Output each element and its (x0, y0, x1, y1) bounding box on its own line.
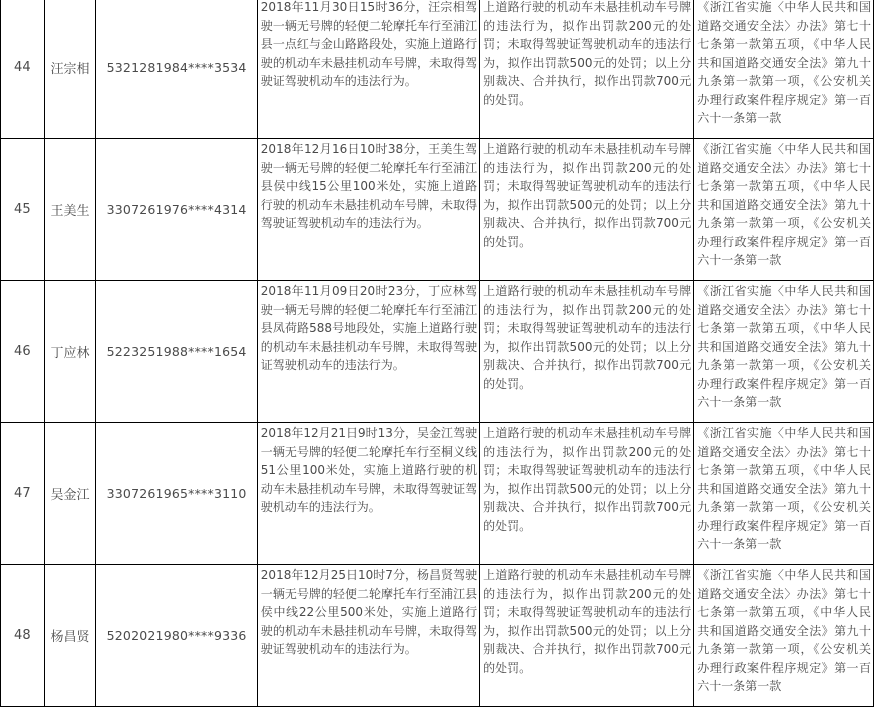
violation-fact: 2018年12月16日10时38分，王美生驾驶一辆无号牌的轻便二轮摩托车行至浦江县侯中线15公里100米处，实施上道路行驶的机动车未悬挂机动车号牌，未取得驾驶证驾驶机动车的违法行为。 (260, 142, 478, 230)
violation-fact-cell (257, 423, 479, 565)
table-row (1, 423, 874, 565)
penalty-decision-cell (480, 565, 694, 707)
penalty-decision: 上道路行驶的机动车未悬挂机动车号牌的违法行为，拟作出罚款200元的处罚；未取得驾驶证驾驶机动车的违法行为，拟作出罚款500元的处罚；以上分别裁决、合并执行，拟作出罚款700元的处罚。 (483, 0, 692, 107)
penalty-decision-cell (480, 281, 694, 423)
legal-basis: 《浙江省实施〈中华人民共和国道路交通安全法〉办法》第七十七条第一款第五项，《中华人民共和国道路交通安全法》第九十九条第一款第一项，《公安机关办理行政案件程序规定》第一百六十一条第一款 (697, 0, 871, 125)
violation-fact-cell (257, 281, 479, 423)
person-name: 丁应林 (44, 281, 96, 423)
person-name: 杨昌贤 (44, 565, 96, 707)
penalty-decision: 上道路行驶的机动车未悬挂机动车号牌的违法行为，拟作出罚款200元的处罚；未取得驾驶证驾驶机动车的违法行为，拟作出罚款500元的处罚；以上分别裁决、合并执行，拟作出罚款700元的处罚。 (483, 426, 692, 533)
legal-basis: 《浙江省实施〈中华人民共和国道路交通安全法〉办法》第七十七条第一款第五项，《中华人民共和国道路交通安全法》第九十九条第一款第一项，《公安机关办理行政案件程序规定》第一百六十一条第一款 (697, 568, 871, 693)
penalty-decision-cell (480, 0, 694, 139)
id-number: 3307261965****3110 (96, 423, 257, 565)
table-row (1, 565, 874, 707)
person-name: 王美生 (44, 139, 96, 281)
table-row (1, 281, 874, 423)
penalty-decision-cell (480, 423, 694, 565)
violation-fact-cell (257, 565, 479, 707)
id-number: 5321281984****3534 (96, 0, 257, 139)
row-number: 46 (1, 281, 45, 423)
row-number: 48 (1, 565, 45, 707)
violation-fact: 2018年12月21日9时13分，吴金江驾驶一辆无号牌的轻便二轮摩托车行至桐义线51公里100米处，实施上道路行驶的机动车未悬挂机动车号牌，未取得驾驶证驾驶机动车的违法行为。 (260, 426, 478, 514)
id-number: 3307261976****4314 (96, 139, 257, 281)
legal-basis: 《浙江省实施〈中华人民共和国道路交通安全法〉办法》第七十七条第一款第五项，《中华人民共和国道路交通安全法》第九十九条第一款第一项，《公安机关办理行政案件程序规定》第一百六十一条第一款 (697, 426, 871, 551)
row-number: 47 (1, 423, 45, 565)
violation-fact: 2018年11月09日20时23分，丁应林驾驶一辆无号牌的轻便二轮摩托车行至浦江县凤荷路588号地段处，实施上道路行驶的机动车未悬挂机动车号牌，未取得驾驶证驾驶机动车的违法行为。 (260, 284, 478, 372)
legal-basis-cell (694, 139, 874, 281)
id-number: 5223251988****1654 (96, 281, 257, 423)
violation-fact: 2018年12月25日10时7分，杨昌贤驾驶一辆无号牌的轻便二轮摩托车行至浦江县侯中线22公里500米处，实施上道路行驶的机动车未悬挂机动车号牌，未取得驾驶证驾驶机动车的违法行为。 (260, 568, 478, 656)
violation-fact: 2018年11月30日15时36分，汪宗相驾驶一辆无号牌的轻便二轮摩托车行至浦江县一点红与金山路路段处，实施上道路行驶的机动车未悬挂机动车号牌，未取得驾驶证驾驶机动车的违法行为。 (260, 0, 478, 88)
penalty-decision: 上道路行驶的机动车未悬挂机动车号牌的违法行为，拟作出罚款200元的处罚；未取得驾驶证驾驶机动车的违法行为，拟作出罚款500元的处罚；以上分别裁决、合并执行，拟作出罚款700元的处罚。 (483, 568, 692, 675)
legal-basis-cell (694, 0, 874, 139)
legal-basis-cell (694, 281, 874, 423)
row-number: 44 (1, 0, 45, 139)
legal-basis-cell (694, 423, 874, 565)
legal-basis: 《浙江省实施〈中华人民共和国道路交通安全法〉办法》第七十七条第一款第五项，《中华人民共和国道路交通安全法》第九十九条第一款第一项，《公安机关办理行政案件程序规定》第一百六十一条第一款 (697, 284, 871, 409)
penalty-decision: 上道路行驶的机动车未悬挂机动车号牌的违法行为，拟作出罚款200元的处罚；未取得驾驶证驾驶机动车的违法行为，拟作出罚款500元的处罚；以上分别裁决、合并执行，拟作出罚款700元的处罚。 (483, 284, 692, 391)
row-number: 45 (1, 139, 45, 281)
violation-fact-cell (257, 139, 479, 281)
id-number: 5202021980****9336 (96, 565, 257, 707)
table-row (1, 0, 874, 139)
person-name: 汪宗相 (44, 0, 96, 139)
legal-basis: 《浙江省实施〈中华人民共和国道路交通安全法〉办法》第七十七条第一款第五项，《中华人民共和国道路交通安全法》第九十九条第一款第一项，《公安机关办理行政案件程序规定》第一百六十一条第一款 (697, 142, 871, 267)
violation-fact-cell (257, 0, 479, 139)
penalty-decision-cell (480, 139, 694, 281)
legal-basis-cell (694, 565, 874, 707)
person-name: 吴金江 (44, 423, 96, 565)
table-row (1, 139, 874, 281)
penalty-decision: 上道路行驶的机动车未悬挂机动车号牌的违法行为，拟作出罚款200元的处罚；未取得驾驶证驾驶机动车的违法行为，拟作出罚款500元的处罚；以上分别裁决、合并执行，拟作出罚款700元的处罚。 (483, 142, 692, 249)
